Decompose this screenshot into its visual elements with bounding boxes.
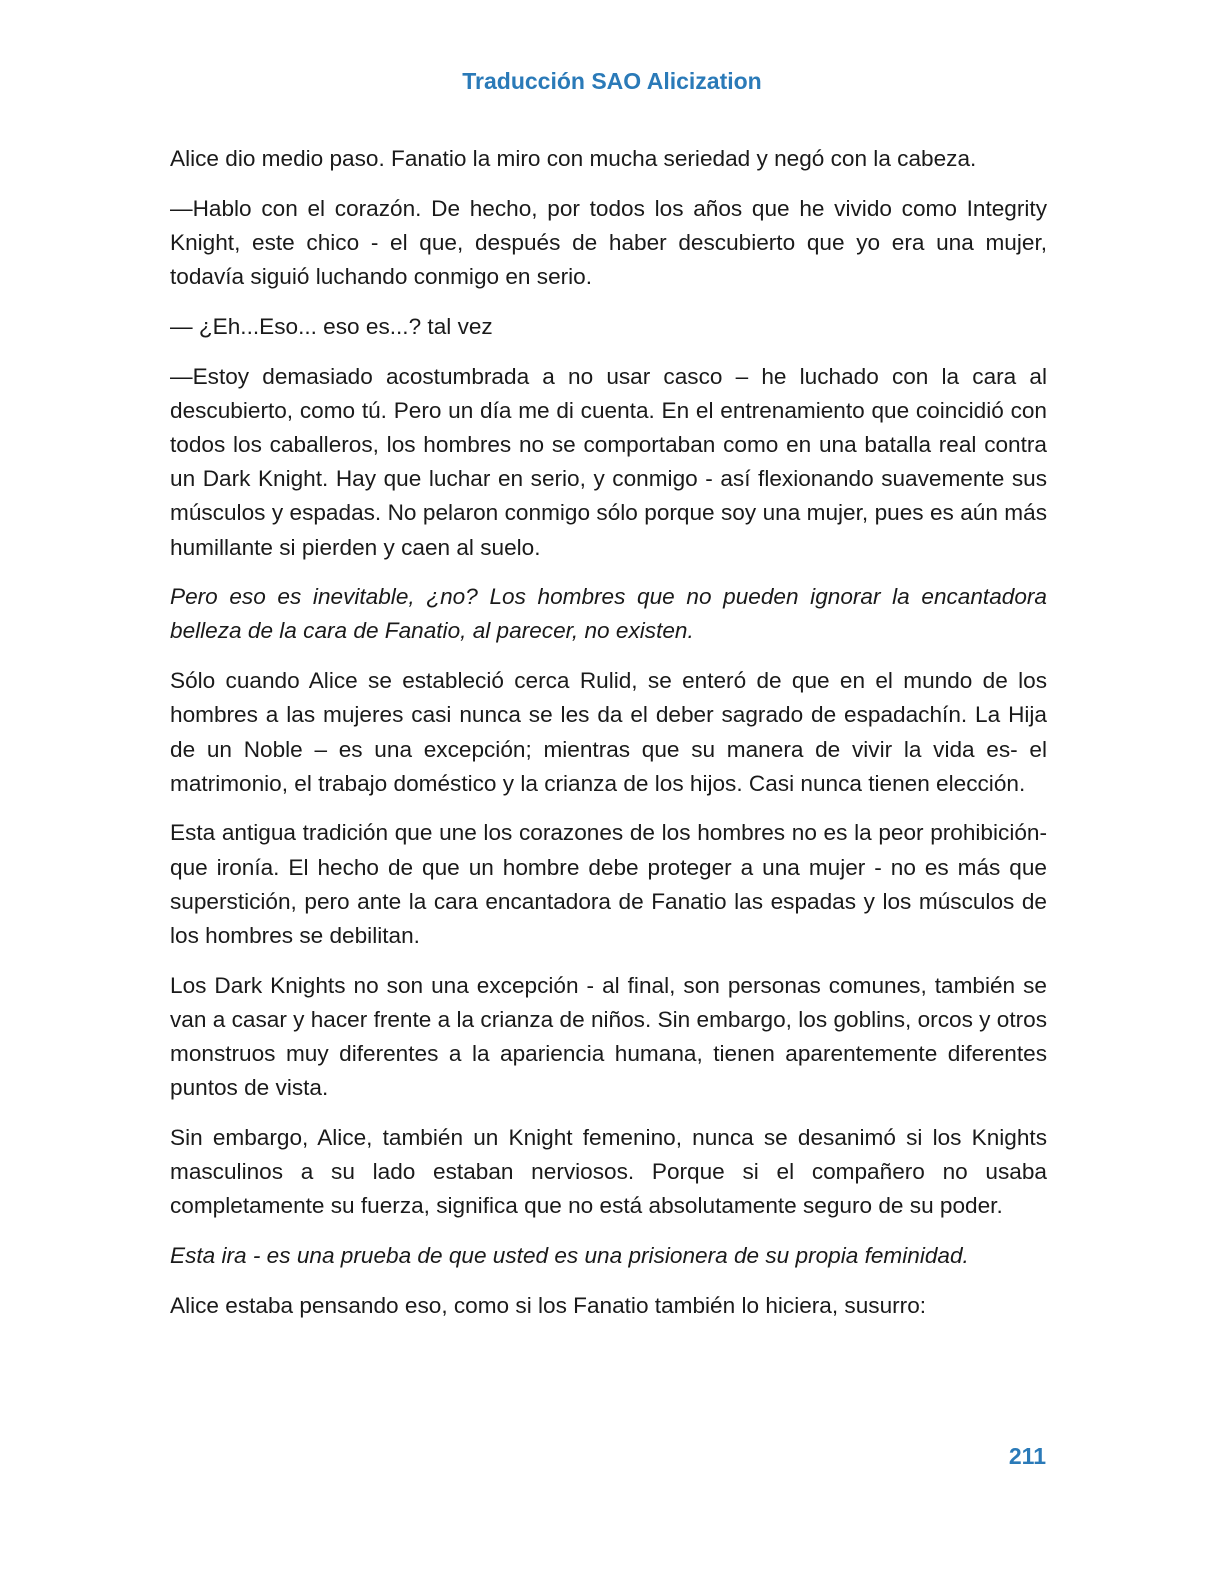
paragraph: Sólo cuando Alice se estableció cerca Rulid, se enteró de que en el mundo de los hombres a las mujeres casi nunca se les da el deber sagrado de espadachín. La Hija de un Noble – es una excepción; mientras que su manera de vivir la vida es- el matrimonio, el trabajo doméstico y la crianza de los hijos. Casi nunca tienen elección.: [170, 668, 1047, 796]
paragraph: —Hablo con el corazón. De hecho, por todos los años que he vivido como Integrity Knight, este chico - el que, después de haber descubierto que yo era una mujer, todavía siguió luchando conmigo en serio.: [170, 195, 1047, 290]
italic-paragraph: Pero eso es inevitable, ¿no? Los hombres que no pueden ignorar la encantadora belleza de la cara de Fanatio, al parecer, no existen.: [170, 584, 1047, 644]
page-header-title: Traducción SAO Alicization: [462, 68, 762, 94]
page-number: 211: [1008, 1443, 1046, 1469]
paragraph: — ¿Eh...Eso... eso es...? tal vez: [170, 313, 493, 339]
body-text: [170, 142, 1047, 1339]
paragraph: Esta antigua tradición que une los corazones de los hombres no es la peor prohibición- que ironía. El hecho de que un hombre debe proteger a una mujer - no es más que superstición, pero ante la cara encantadora de Fanatio las espadas y los músculos de los hombres se debilitan.: [170, 820, 1047, 949]
paragraph: Alice dio medio paso. Fanatio la miro con mucha seriedad y negó con la cabeza.: [170, 146, 977, 171]
paragraph: —Estoy demasiado acostumbrada a no usar casco – he luchado con la cara al descubierto, como tú. Pero un día me di cuenta. En el entrenamiento que coincidió con todos los caballeros, los hombres no se comportaban como en una batalla real contra un Dark Knight. Hay que luchar en serio, y conmigo - así flexionando suavemente sus músculos y espadas. No pelaron conmigo sólo porque soy una mujer, pues es aún más humillante si pierden y caen al suelo.: [170, 363, 1047, 560]
paragraph: Alice estaba pensando eso, como si los Fanatio también lo hiciera, susurro:: [170, 1292, 927, 1318]
italic-paragraph: Esta ira - es una prueba de que usted es una prisionera de su propia feminidad.: [170, 1243, 969, 1269]
paragraph: Los Dark Knights no son una excepción - al final, son personas comunes, también se van a casar y hacer frente a la crianza de niños. Sin embargo, los goblins, orcos y otros monstruos muy diferentes a la apariencia humana, tienen aparentemente diferentes puntos de vista.: [170, 972, 1047, 1101]
paragraph: Sin embargo, Alice, también un Knight femenino, nunca se desanimó si los Knights masculinos a su lado estaban nerviosos. Porque si el compañero no usaba completamente su fuerza, significa que no está absolutamente seguro de su poder.: [170, 1125, 1047, 1219]
